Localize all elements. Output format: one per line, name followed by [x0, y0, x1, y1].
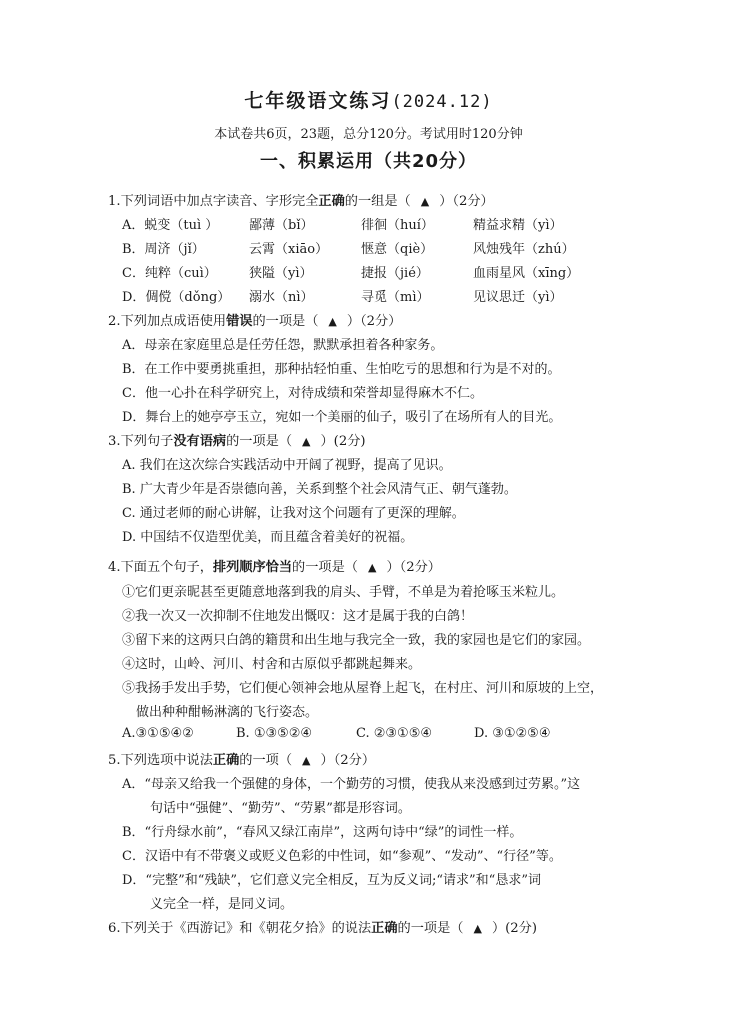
- q1-option-b-3: 惬意（qiè）: [361, 242, 434, 257]
- q1-option-c-4: 血雨星风（xīng）: [473, 266, 580, 281]
- q4-choice-b: B. ①③⑤②④: [236, 726, 313, 741]
- q4-sentence-3: ③留下来的这两只白鸽的籍贯和出生地与我完全一致，我的家园也是它们的家园。: [122, 633, 591, 648]
- q3-option-b: B. 广大青少年是否崇德向善，关系到整个社会风清气正、朝气蓬勃。: [122, 482, 517, 497]
- q5-option-d-continued: 义完全一样，是同义词。: [150, 897, 294, 912]
- q2-option-d: D．舞台上的她亭亭玉立，宛如一个美丽的仙子，吸引了在场所有人的目光。: [122, 410, 562, 425]
- answer-blank-marker: ▲: [328, 315, 337, 328]
- question-6-stem: 6.下列关于《西游记》和《朝花夕拾》的说法正确的一项是（ ▲ ）(2分): [108, 921, 537, 936]
- answer-blank-marker: ▲: [420, 195, 430, 208]
- answer-blank-marker: ▲: [367, 561, 377, 574]
- q2-option-a: A．母亲在家庭里总是任劳任怨，默默承担着各种家务。: [122, 338, 444, 353]
- q5-option-c: C．汉语中有不带褒义或贬义色彩的中性词，如“参观”、“发动”、“行径”等。: [122, 849, 562, 864]
- q1-option-c-3: 捷报（jié）: [361, 266, 429, 281]
- q1-option-a-3: 徘徊（huí）: [361, 218, 434, 233]
- section-heading: 一、积累运用（共20分）: [259, 151, 478, 172]
- question-1-stem: 1.下列词语中加点字读音、字形完全正确的一组是（ ▲ ）（2分）: [108, 194, 494, 209]
- q5-option-b: B．“行舟绿水前”，“春风又绿江南岸”，这两句诗中“绿”的词性一样。: [122, 825, 523, 840]
- q4-sentence-5-continued: 做出种种酣畅淋漓的飞行姿态。: [136, 705, 319, 720]
- q1-option-d-4: 见议思迁（yì）: [473, 290, 563, 305]
- question-3-stem: 3.下列句子没有语病的一项是（ ▲ ）(2分): [108, 434, 366, 449]
- q1-option-c-2: 狭隘（yì）: [249, 266, 313, 281]
- q4-sentence-2: ②我一次又一次抑制不住地发出慨叹：这才是属于我的白鸽！: [122, 609, 474, 624]
- q1-option-c-1: C．纯粹（cuì）: [122, 266, 217, 281]
- q1-option-a-2: 鄙薄（bǐ）: [249, 218, 314, 233]
- exam-subtitle: 本试卷共6页，23题，总分120分。考试用时120分钟: [214, 127, 523, 142]
- q2-option-c: C．他一心扑在科学研究上，对待成绩和荣誉却显得麻木不仁。: [122, 386, 483, 401]
- q4-sentence-1: ①它们更亲昵甚至更随意地落到我的肩头、手臂，不单是为着抢啄玉米粒儿。: [122, 585, 565, 600]
- exam-title-year: (2024.12): [391, 92, 493, 112]
- q1-option-b-4: 风烛残年（zhú）: [473, 242, 575, 257]
- q1-option-d-1: D．倜傥（dǒng）: [122, 290, 231, 305]
- question-2-stem: 2.下列加点成语使用错误的一项是（ ▲ ）（2分）: [108, 314, 402, 329]
- q3-option-d: D. 中国结不仅造型优美，而且蕴含着美好的祝福。: [122, 530, 414, 545]
- question-5-stem: 5.下列选项中说法正确的一项（ ▲ ）（2分）: [108, 753, 376, 768]
- q5-option-a: A．“母亲又给我一个强健的身体，一个勤劳的习惯，使我从来没感到过劳累。”这: [122, 777, 581, 792]
- q4-sentence-4: ④这时，山岭、河川、村舍和古原似乎都跳起舞来。: [122, 657, 422, 672]
- q4-choice-a: A.③①⑤④②: [122, 726, 194, 741]
- answer-blank-marker: ▲: [302, 754, 311, 767]
- exam-title: [0, 86, 737, 113]
- answer-blank-marker: ▲: [473, 922, 482, 935]
- q1-option-a-1: A．蜕变（tuì ）: [122, 218, 219, 233]
- q1-option-b-2: 云霄（xiāo）: [249, 242, 329, 257]
- q4-sentence-5: ⑤我扬手发出手势，它们便心领神会地从屋脊上起飞，在村庄、河川和原坡的上空，: [122, 681, 604, 696]
- q5-option-d: D．“完整”和“残缺”，它们意义完全相反，互为反义词;“请求”和“恳求”词: [122, 873, 541, 888]
- question-4-stem: 4.下面五个句子，排列顺序恰当的一项是（ ▲ ）（2分）: [108, 560, 441, 575]
- q5-option-a-continued: 句话中“强健”、“勤劳”、“劳累”都是形容词。: [150, 801, 411, 816]
- answer-blank-marker: ▲: [302, 435, 311, 448]
- q2-option-b: B．在工作中要勇挑重担，那种拈轻怕重、生怕吃亏的思想和行为是不对的。: [122, 362, 561, 377]
- q1-option-b-1: B．周济（jǐ）: [122, 242, 205, 257]
- q1-option-d-2: 溺水（nì）: [249, 290, 314, 305]
- q4-choice-d: D. ③①②⑤④: [474, 726, 551, 741]
- q1-option-a-4: 精益求精（yì）: [473, 218, 563, 233]
- exam-title-main: 七年级语文练习: [244, 90, 392, 112]
- q3-option-a: A. 我们在这次综合实践活动中开阔了视野，提高了见识。: [122, 458, 452, 473]
- q3-option-c: C. 通过老师的耐心讲解，让我对这个问题有了更深的理解。: [122, 506, 465, 521]
- q4-choice-c: C. ②③①⑤④: [356, 726, 433, 741]
- q1-option-d-3: 寻觅（mì）: [361, 290, 430, 305]
